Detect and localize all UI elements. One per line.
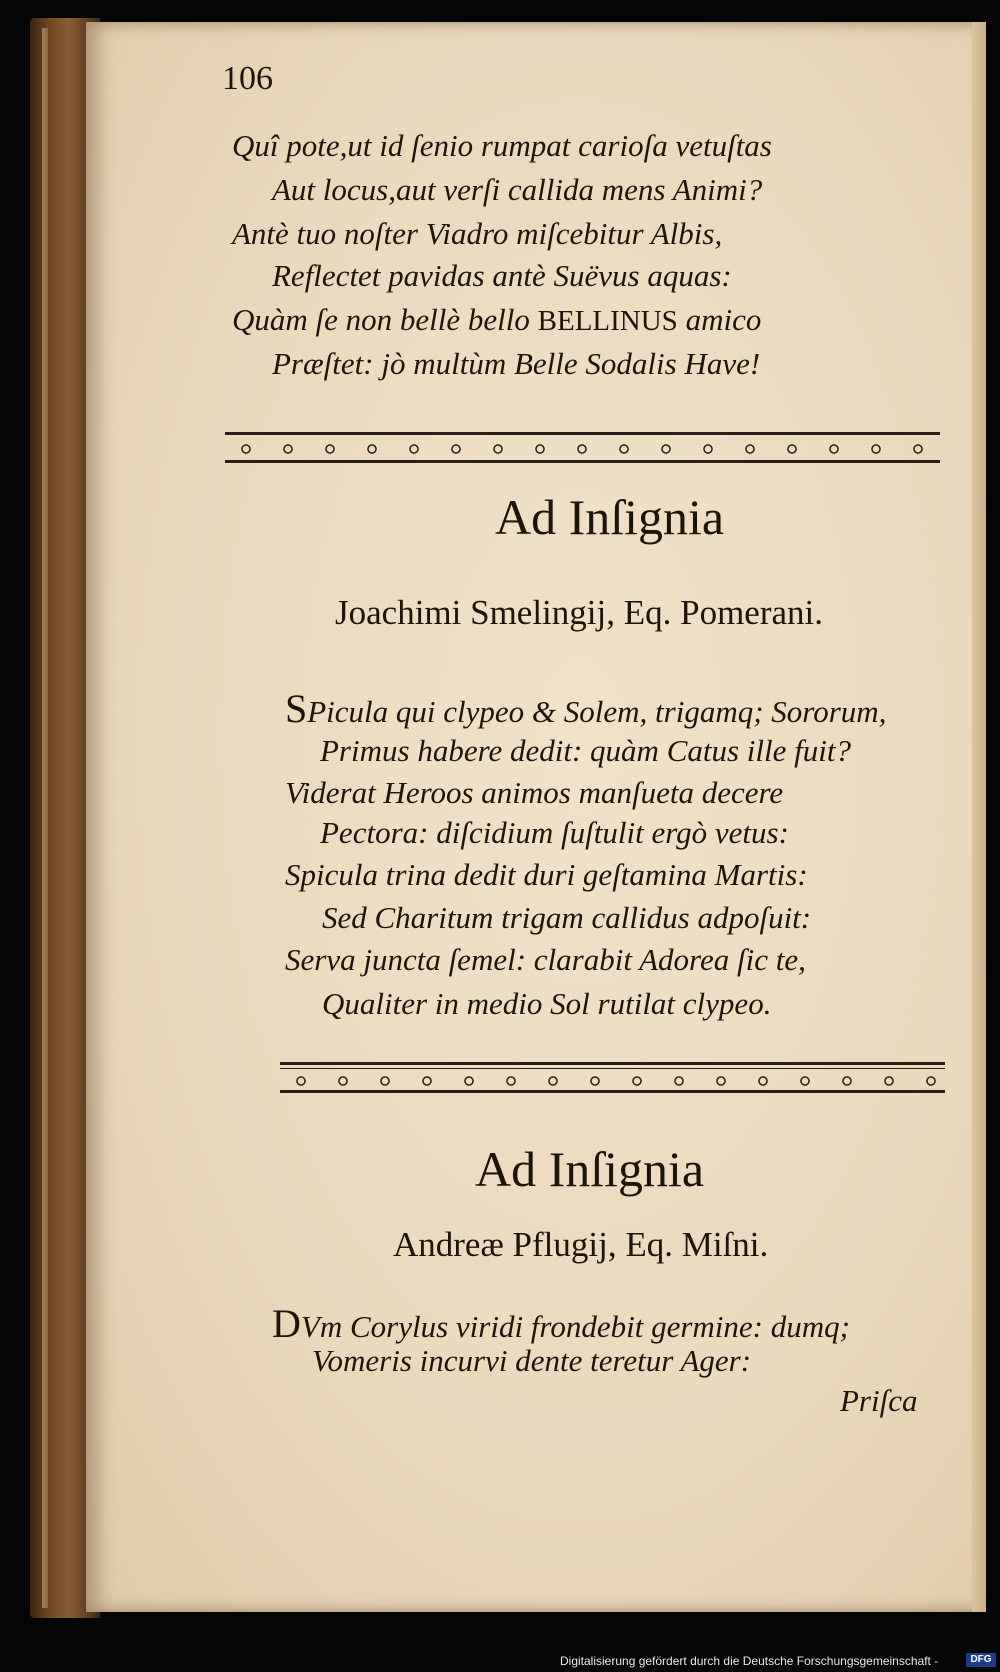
- page-number: 106: [222, 60, 273, 97]
- page-edge: [972, 22, 986, 1612]
- poem1-line-5-end: amico: [685, 302, 762, 337]
- poem1-line-5-start: Quàm ſe non bellè bello: [232, 302, 538, 337]
- section3-line-2: Vomeris incurvi dente teretur Ager:: [312, 1343, 752, 1378]
- section2-line-6: Sed Charitum trigam callidus adpoſuit:: [322, 900, 812, 935]
- poem1-name-bellinus: BELLINUS: [537, 305, 678, 337]
- poem1-line-3: Antè tuo noſter Viadro miſcebitur Albis,: [232, 216, 723, 251]
- poem1-line-6: Præſtet: jò multùm Belle Sodalis Have!: [272, 346, 761, 381]
- section2-line-1: [285, 685, 886, 732]
- section2-line-8: Qualiter in medio Sol rutilat clypeo.: [322, 986, 772, 1021]
- poem1-line-4: Reflectet pavidas antè Suëvus aquas:: [272, 258, 732, 293]
- section2-line-4: Pectora: diſcidium ſuſtulit ergò vetus:: [320, 815, 789, 850]
- book-spine-edge: [42, 28, 48, 1608]
- poem1-line-5: [232, 302, 761, 338]
- section2-line-2: Primus habere dedit: quàm Catus ille fuit?: [320, 733, 851, 768]
- section2-line-1-text: Picula qui clypeo & Solem, trigamq; Sororum,: [307, 694, 887, 729]
- section3-heading: Ad Inſignia: [475, 1141, 705, 1197]
- section3-line-1-text: Vm Corylus viridi frondebit germine: dumq;: [300, 1309, 850, 1344]
- section2-line-3: Viderat Heroos animos manſueta decere: [285, 775, 784, 810]
- catchword: Priſca: [840, 1383, 918, 1418]
- section2-line-7: Serva juncta ſemel: clarabit Adorea ſic te,: [285, 942, 806, 977]
- section2-dropcap: S: [285, 686, 308, 731]
- section2-subheading: Joachimi Smelingij, Eq. Pomerani.: [335, 593, 824, 632]
- ornamental-rule: [280, 1062, 945, 1096]
- section3-subheading: Andreæ Pflugij, Eq. Miſni.: [393, 1225, 769, 1264]
- section2-line-5: Spicula trina dedit duri geſtamina Martis:: [285, 857, 808, 892]
- poem1-line-2: Aut locus,aut verſi callida mens Animi?: [272, 172, 763, 207]
- digitization-credit: Digitalisierung gefördert durch die Deutsche Forschungsgemeinschaft -: [560, 1654, 939, 1668]
- ornamental-rule: [225, 432, 940, 466]
- section2-heading: Ad Inſignia: [495, 489, 725, 545]
- section3-line-1: [272, 1300, 850, 1347]
- poem1-line-1: Quî pote,ut id ſenio rumpat carioſa vetuſtas: [232, 128, 772, 163]
- dfg-logo: DFG: [966, 1653, 996, 1667]
- section3-dropcap: D: [272, 1301, 301, 1346]
